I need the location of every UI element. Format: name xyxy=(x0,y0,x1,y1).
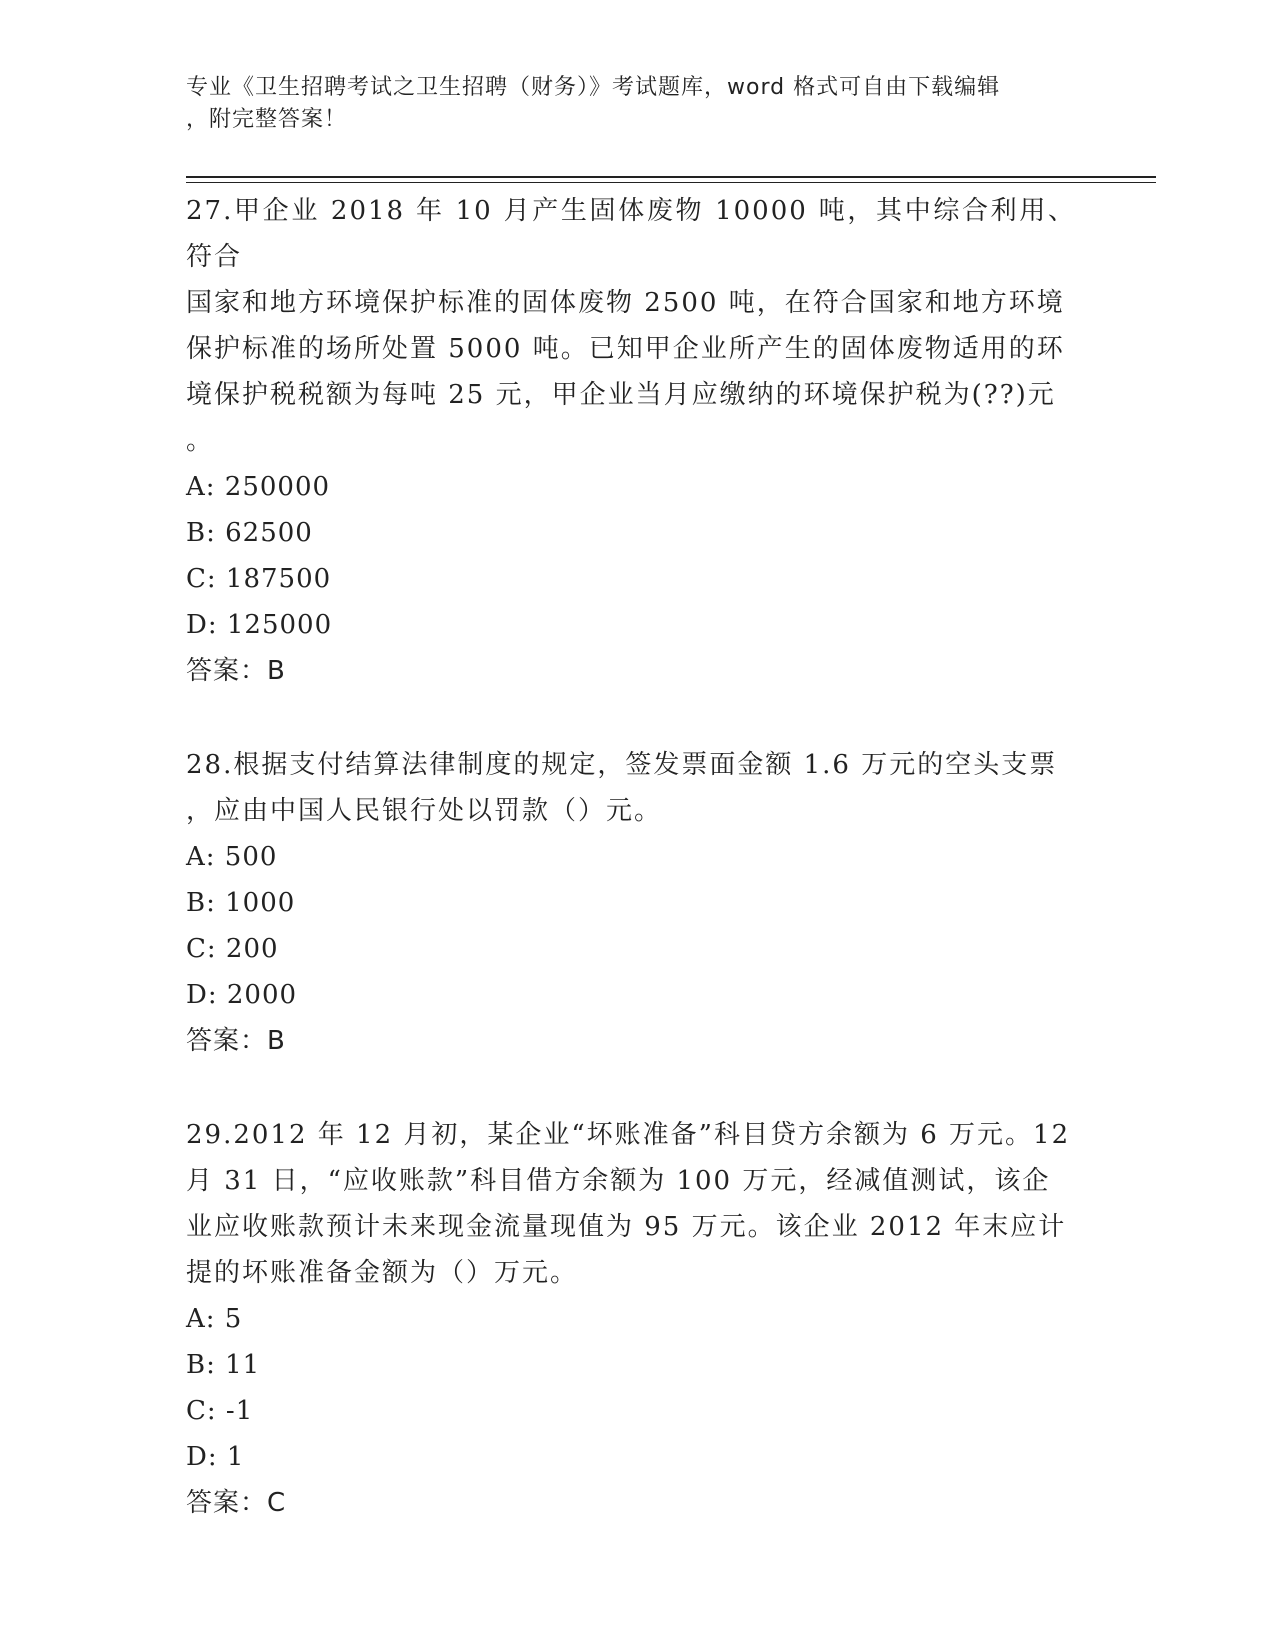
question-stem-line: 。 xyxy=(186,426,215,456)
question-stem-line: 27.甲企业 2018 年 10 月产生固体废物 10000 吨，其中综合利用、符合 xyxy=(186,196,1076,272)
header-line-2: ，附完整答案！ xyxy=(186,107,348,132)
question-list xyxy=(186,188,1076,1526)
document-header xyxy=(186,72,1066,136)
answer-line: 答案：B xyxy=(186,656,286,686)
option-c: C: -1 xyxy=(186,1396,254,1426)
question-spacer xyxy=(186,694,1076,742)
question-stem-line: 国家和地方环境保护标准的固体废物 2500 吨，在符合国家和地方环境 xyxy=(186,288,1065,318)
option-a: A: 250000 xyxy=(186,472,331,502)
option-c: C: 187500 xyxy=(186,564,332,594)
option-a: A: 5 xyxy=(186,1304,243,1334)
question-stem-line: 月 31 日，“应收账款”科目借方余额为 100 万元，经减值测试，该企 xyxy=(186,1166,1051,1196)
answer-line: 答案：C xyxy=(186,1488,287,1518)
question-28 xyxy=(186,742,1076,1064)
option-d: D: 125000 xyxy=(186,610,333,640)
header-line-1: 专业《卫生招聘考试之卫生招聘（财务）》考试题库，word 格式可自由下载编辑 xyxy=(186,75,1001,100)
header-divider-thick xyxy=(186,176,1156,178)
question-stem-line: 境保护税税额为每吨 25 元，甲企业当月应缴纳的环境保护税为(??)元 xyxy=(186,380,1056,410)
question-stem-line: 28.根据支付结算法律制度的规定，签发票面金额 1.6 万元的空头支票 xyxy=(186,750,1058,780)
answer-line: 答案：B xyxy=(186,1026,286,1056)
question-stem-line: 29.2012 年 12 月初，某企业“坏账准备”科目贷方余额为 6 万元。12 xyxy=(186,1120,1071,1150)
header-divider-thin xyxy=(186,182,1156,183)
option-d: D: 2000 xyxy=(186,980,298,1010)
question-29 xyxy=(186,1112,1076,1526)
option-b: B: 62500 xyxy=(186,518,313,548)
option-a: A: 500 xyxy=(186,842,278,872)
option-c: C: 200 xyxy=(186,934,279,964)
question-stem-line: 提的坏账准备金额为（）万元。 xyxy=(186,1258,579,1288)
question-stem-line: 保护标准的场所处置 5000 吨。已知甲企业所产生的固体废物适用的环 xyxy=(186,334,1065,364)
option-b: B: 1000 xyxy=(186,888,296,918)
question-stem-line: ，应由中国人民银行处以罚款（）元。 xyxy=(186,796,663,826)
option-d: D: 1 xyxy=(186,1442,245,1472)
option-b: B: 11 xyxy=(186,1350,261,1380)
question-stem-line: 业应收账款预计未来现金流量现值为 95 万元。该企业 2012 年末应计 xyxy=(186,1212,1067,1242)
question-27 xyxy=(186,188,1076,694)
question-spacer xyxy=(186,1064,1076,1112)
